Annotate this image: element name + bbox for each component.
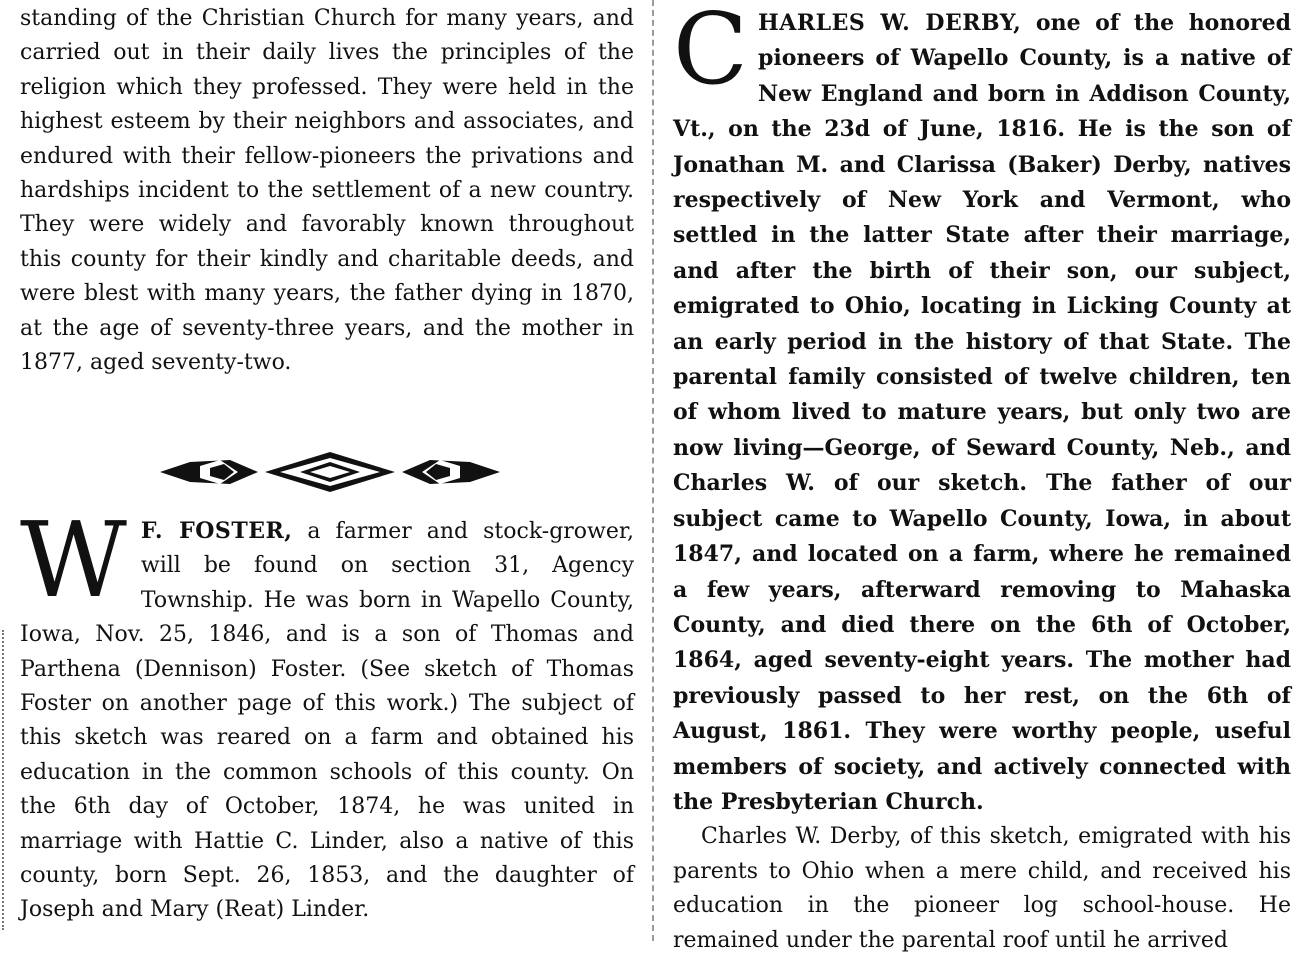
left-column xyxy=(20,2,634,380)
foster-lead: F. FOSTER, xyxy=(140,518,293,544)
derby-lead: HARLES W. DERBY, xyxy=(757,10,1022,36)
foster-paragraph: a farmer and stock-grower, will be found on section 31, Agency Township. He was born in Wapello County, Iowa, Nov. 25, 1846, and is a son of Thomas and Parthena (Dennison) Foster. (See sketch of Thomas Foster on another page of this work.) The subject of this sketch was reared on a farm and obtained his education in the common schools of this county. On the 6th day of October, 1874, he was united in marriage with Hattie C. Linder, also a native of this county, born Sept. 26, 1853, and the daughter of Joseph and Mary (Reat) Linder. xyxy=(20,519,634,923)
right-column xyxy=(673,0,1291,958)
column-divider xyxy=(652,0,654,941)
derby-second-paragraph: Charles W. Derby, of this sketch, emigrated with his parents to Ohio when a mere child, and received his education in the pioneer log school-house. He remained under the parental roof until he arrived xyxy=(673,824,1291,953)
derby-paragraph: one of the honored pioneers of Wapello County, is a native of New England and born in Addison County, Vt., on the 23d of June, 1816. He is the son of Jonathan M. and Clarissa (Baker) Derby, natives respectively of New York and Vermont, who settled in the latter State after their marriage, and after the birth of their son, our subject, emigrated to Ohio, locating in Licking County at an early period in the history of that State. The parental family consisted of twelve children, ten of whom lived to mature years, but only two are now living—George, of Seward County, Neb., and Charles W. of our sketch. The father of our subject came to Wapello County, Iowa, in about 1847, and located on a farm, where he remained a few years, afterward removing to Mahaska County, and died there on the 6th of October, 1864, aged seventy-eight years. The mother had previously passed to her rest, on the 6th of August, 1861. They were worthy people, useful members of society, and actively connected with the Presbyterian Church. xyxy=(673,10,1291,815)
decorative-separator-icon xyxy=(160,450,500,494)
page-edge-marks xyxy=(2,630,10,930)
foster-sketch xyxy=(20,499,634,928)
drop-cap-c: C xyxy=(673,0,748,107)
drop-cap-w: W xyxy=(20,499,127,621)
derby-paragraph-block xyxy=(673,0,1291,820)
left-top-paragraph: standing of the Christian Church for many years, and carried out in their daily lives the principles of the religion which they professed. They were held in the highest esteem by their neighbors and associates, and endured with their fellow-pioneers the privations and hardships incident to the settlement of a new country. They were widely and favorably known throughout this county for their kindly and charitable deeds, and were blest with many years, the father dying in 1870, at the age of seventy-three years, and the mother in 1877, aged seventy-two. xyxy=(20,6,634,376)
